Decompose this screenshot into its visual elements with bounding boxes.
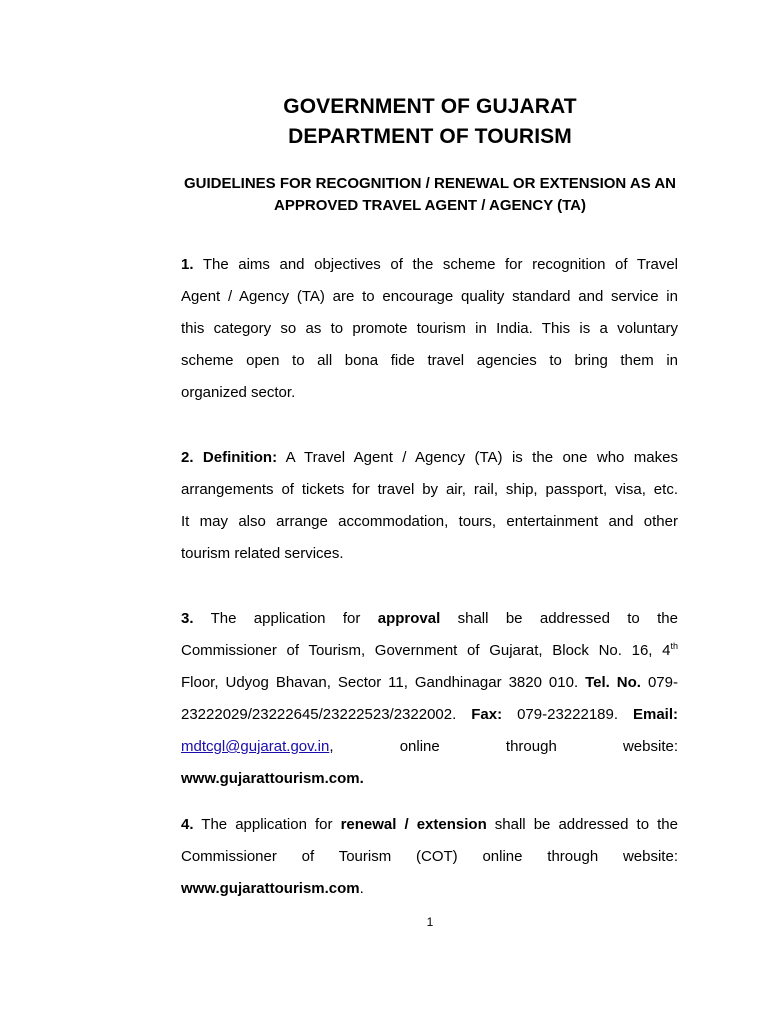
section2-line-3: It may also arrange accommodation, tours, entertainment and other <box>181 513 678 530</box>
title-department: DEPARTMENT OF TOURISM <box>288 125 572 148</box>
title-government: GOVERNMENT OF GUJARAT <box>283 95 577 118</box>
section3-line-2: Commissioner of Tourism, Government of Gujarat, Block No. 16, 4th <box>181 641 678 659</box>
section3-line-3: Floor, Udyog Bhavan, Sector 11, Gandhinagar 3820 010. Tel. No. 079- <box>181 674 678 691</box>
section1-line-2: Agent / Agency (TA) are to encourage quality standard and service in <box>181 288 678 305</box>
section3-line-4: 23222029/23222645/23222523/2322002. Fax: 079-23222189. Email: <box>181 706 679 723</box>
email-link[interactable]: mdtcgl@gujarat.gov.in <box>181 738 330 755</box>
section2-line-2: arrangements of tickets for travel by air, rail, ship, passport, visa, etc. <box>181 481 678 498</box>
section2-line-1: 2. Definition: A Travel Agent / Agency (TA) is the one who makes <box>181 449 678 466</box>
section1-line-1: 1. The aims and objectives of the scheme for recognition of Travel <box>181 256 678 273</box>
section4-website[interactable]: www.gujarattourism.com <box>181 880 360 897</box>
section3-website[interactable]: www.gujarattourism.com. <box>181 770 364 787</box>
section1-line-5: organized sector. <box>181 384 296 401</box>
section2-line-4: tourism related services. <box>181 545 344 562</box>
section2-label: 2. Definition: <box>181 449 278 466</box>
section4-line-1: 4. The application for renewal / extension shall be addressed to the <box>181 816 678 833</box>
subtitle-line-1: GUIDELINES FOR RECOGNITION / RENEWAL OR EXTENSION AS AN <box>184 175 676 192</box>
section3-number: 3. <box>181 610 194 627</box>
section3-line5-tail: , online through website: <box>329 738 678 755</box>
page-number: 1 <box>426 915 434 929</box>
subtitle-line-2: APPROVED TRAVEL AGENT / AGENCY (TA) <box>274 197 586 214</box>
section1-line-3: this category so as to promote tourism in India. This is a voluntary <box>181 320 678 337</box>
section4-line-2: Commissioner of Tourism (COT) online through website: <box>181 848 678 865</box>
section4-number: 4. <box>181 816 194 833</box>
section1-number: 1. <box>181 256 194 273</box>
section3-line-1: 3. The application for approval shall be addressed to the <box>181 610 678 627</box>
section1-line-4: scheme open to all bona fide travel agencies to bring them in <box>181 352 678 369</box>
section4-line-3: www.gujarattourism.com. <box>181 880 364 897</box>
section3-line-5 <box>181 736 678 758</box>
